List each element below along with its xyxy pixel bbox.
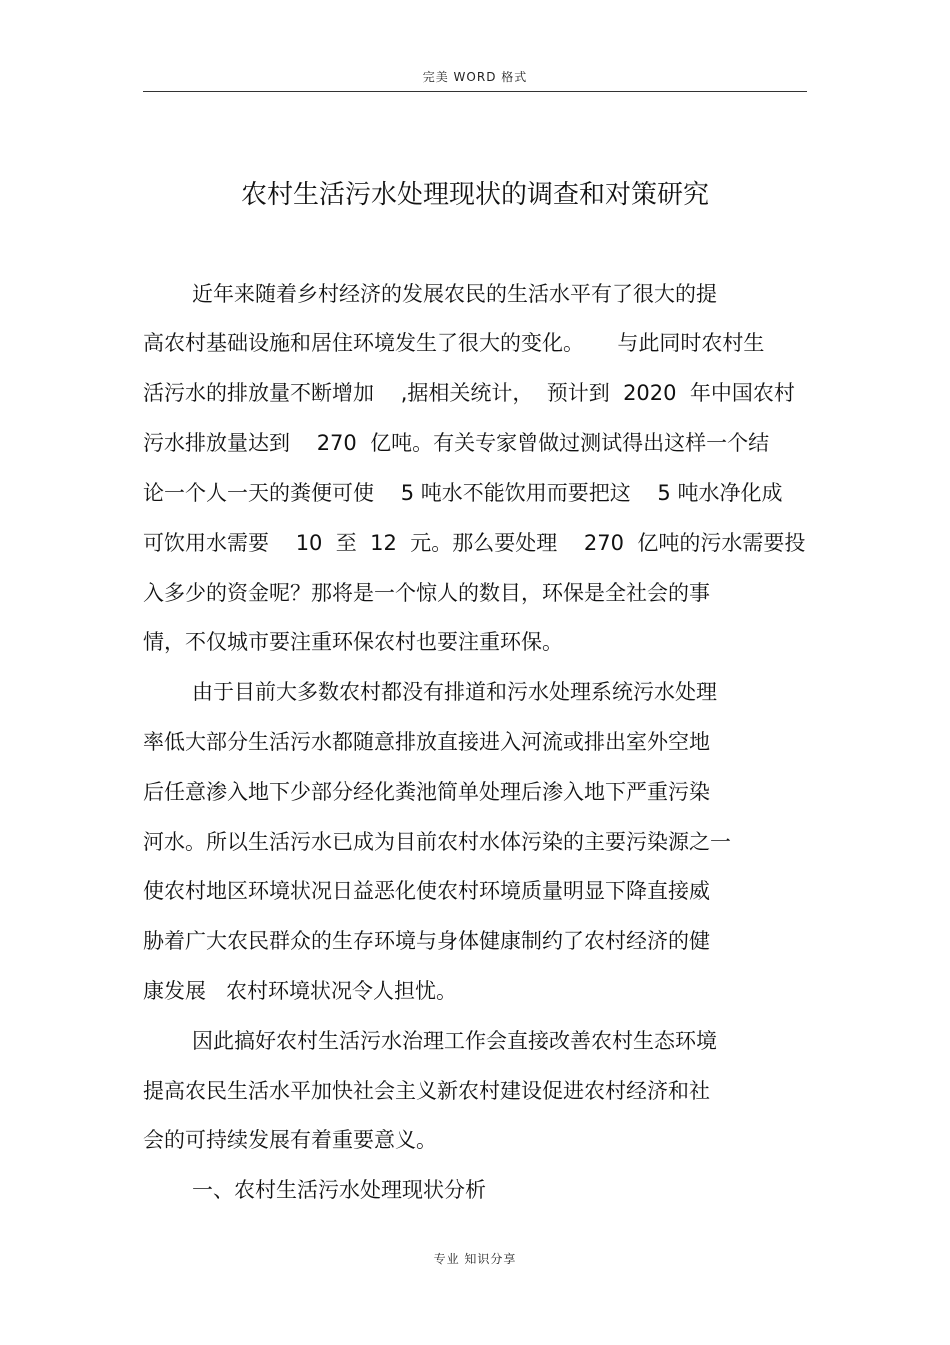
paragraph-1-line-6: 可饮用水需要 10 至 12 元。那么要处理 270 亿吨的污水需要投	[143, 531, 806, 555]
paragraph-2-line-3: 后任意渗入地下少部分经化粪池简单处理后渗入地下严重污染	[143, 780, 710, 804]
page-footer: 专业 知识分享	[433, 1252, 517, 1266]
paragraph-1-line-7: 入多少的资金呢？那将是一个惊人的数目，环保是全社会的事	[143, 581, 710, 605]
paragraph-1-line-3: 活污水的排放量不断增加 ,据相关统计， 预计到 2020 年中国农村	[143, 381, 795, 405]
paragraph-2-line-1: 由于目前大多数农村都没有排道和污水处理系统污水处理	[192, 680, 717, 704]
paragraph-2-line-5: 使农村地区环境状况日益恶化使农村环境质量明显下降直接威	[143, 879, 710, 903]
paragraph-1-line-1: 近年来随着乡村经济的发展农民的生活水平有了很大的提	[192, 282, 717, 306]
document-title: 农村生活污水处理现状的调查和对策研究	[240, 180, 709, 210]
paragraph-3-line-3: 会的可持续发展有着重要意义。	[143, 1128, 437, 1152]
paragraph-1-line-2: 高农村基础设施和居住环境发生了很大的变化。 与此同时农村生	[143, 331, 765, 355]
page-header: 完美 WORD 格式	[422, 70, 528, 84]
paragraph-1-line-5: 论一个人一天的粪便可使 5 吨水不能饮用而要把这 5 吨水净化成	[143, 481, 783, 505]
paragraph-1-line-8: 情，不仅城市要注重环保农村也要注重环保。	[143, 630, 563, 654]
paragraph-1-line-4: 污水排放量达到 270 亿吨。有关专家曾做过测试得出这样一个结	[143, 431, 770, 455]
paragraph-2-line-6: 胁着广大农民群众的生存环境与身体健康制约了农村经济的健	[143, 929, 710, 953]
paragraph-2-line-2: 率低大部分生活污水都随意排放直接进入河流或排出室外空地	[143, 730, 710, 754]
paragraph-3-line-1: 因此搞好农村生活污水治理工作会直接改善农村生态环境	[192, 1029, 717, 1053]
paragraph-3-line-2: 提高农民生活水平加快社会主义新农村建设促进农村经济和社	[143, 1079, 710, 1103]
section-heading: 一、农村生活污水处理现状分析	[192, 1178, 486, 1202]
paragraph-2-line-4: 河水。所以生活污水已成为目前农村水体污染的主要污染源之一	[143, 830, 731, 854]
paragraph-2-line-7: 康发展 农村环境状况令人担忧。	[143, 979, 458, 1003]
header-divider	[143, 91, 807, 92]
